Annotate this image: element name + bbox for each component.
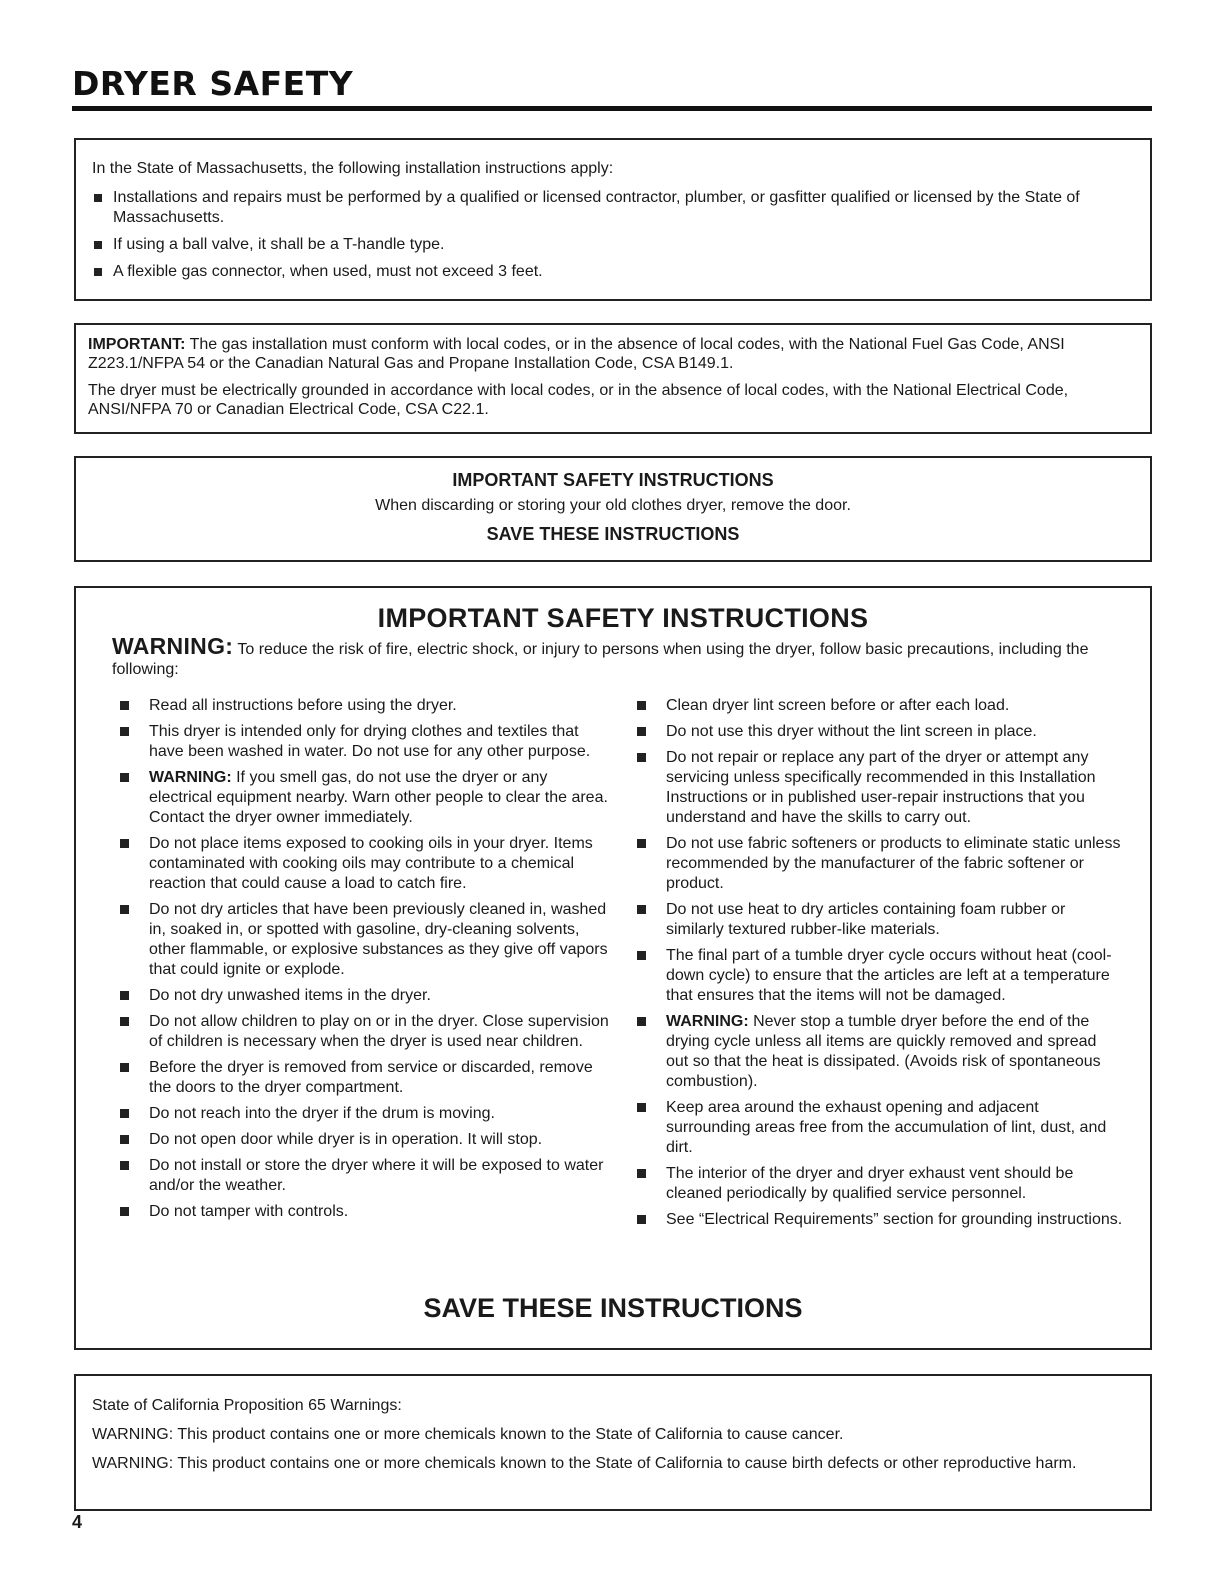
list-item-text: Do not open door while dryer is in operation. It will stop. (149, 1131, 543, 1148)
gas-code-text: The gas installation must conform with local codes, or in the absence of local codes, with the National Fuel Gas Code, ANSI Z223.1/NFPA 54 or the Canadian Natural Gas and Propane Installation Code, CSA B149.1. (88, 336, 1065, 372)
bullet-icon (637, 1103, 646, 1112)
gas-code-paragraph (88, 335, 1136, 373)
list-item (633, 696, 1123, 716)
codes-box (74, 323, 1152, 434)
important-label: IMPORTANT: (88, 336, 186, 353)
list-item-text: Do not dry articles that have been previously cleaned in, washed in, soaked in, or spotted with gasoline, dry-cleaning solvents, other flammable, or explosive substances as they give off vapors that could ignite or explode. (149, 901, 608, 978)
bullet-icon (120, 1135, 129, 1144)
prop65-box (74, 1374, 1152, 1511)
list-item-text: Never stop a tumble dryer before the end of the drying cycle unless all items are quickly removed and spread out so that the heat is dissipated. (Avoids risk of spontaneous combustion). (666, 1013, 1101, 1090)
list-item-text: See “Electrical Requirements” section for grounding instructions. (666, 1211, 1123, 1228)
bullet-icon (120, 991, 129, 1000)
list-item-text: The final part of a tumble dryer cycle occurs without heat (cool-down cycle) to ensure that the articles are left at a temperature that ensures that the items will not be damaged. (666, 947, 1112, 1004)
list-item (116, 1012, 611, 1052)
bullet-icon (637, 951, 646, 960)
massachusetts-box (74, 138, 1152, 301)
list-item (633, 1210, 1123, 1230)
safety-save: SAVE THESE INSTRUCTIONS (423, 1293, 803, 1323)
list-item (116, 696, 611, 716)
list-item (633, 748, 1123, 828)
bullet-icon (120, 1017, 129, 1026)
list-item-text: Before the dryer is removed from service or discarded, remove the doors to the dryer compartment. (149, 1059, 593, 1096)
list-item (116, 986, 611, 1006)
bullet-icon (94, 194, 102, 202)
list-item-text: The interior of the dryer and dryer exhaust vent should be cleaned periodically by qualified service personnel. (666, 1165, 1074, 1202)
list-item (116, 1104, 611, 1124)
list-item-text: Do not place items exposed to cooking oils in your dryer. Items contaminated with cooking oils may contribute to a chemical reaction that could cause a load to catch fire. (149, 835, 593, 892)
list-item-text: Do not use heat to dry articles containing foam rubber or similarly textured rubber-like materials. (666, 901, 1066, 938)
list-item (116, 1156, 611, 1196)
page-title: DRYER SAFETY (72, 64, 354, 103)
prop65-intro: State of California Proposition 65 Warnings: (92, 1397, 402, 1414)
prop65-warning-birth-defects: WARNING: This product contains one or more chemicals known to the State of California to cause birth defects or other reproductive harm. (92, 1455, 1077, 1472)
bullet-icon (120, 1109, 129, 1118)
title-rule (72, 106, 1152, 111)
list-item (633, 900, 1123, 940)
warning-text: To reduce the risk of fire, electric shock, or injury to persons when using the dryer, follow basic precautions, including the following: (112, 641, 1089, 678)
list-item (92, 262, 1134, 282)
list-item-text: Do not use fabric softeners or products to eliminate static unless recommended by the manufacturer of the fabric softener or product. (666, 835, 1121, 892)
warning-lead: WARNING: (149, 769, 232, 786)
prop65-warning-cancer: WARNING: This product contains one or more chemicals known to the State of California to cause cancer. (92, 1426, 844, 1443)
warning-lead: WARNING: (666, 1013, 749, 1030)
page-number: 4 (72, 1512, 83, 1532)
bullet-icon (637, 753, 646, 762)
list-item-text: Do not dry unwashed items in the dryer. (149, 987, 431, 1004)
bullet-icon (637, 905, 646, 914)
warning-intro (112, 633, 1134, 680)
bullet-icon (637, 701, 646, 710)
list-item (92, 235, 1134, 255)
list-item-text: Do not tamper with controls. (149, 1203, 349, 1220)
safety-heading: IMPORTANT SAFETY INSTRUCTIONS (377, 603, 869, 633)
massachusetts-list (92, 188, 1134, 282)
bullet-icon (94, 241, 102, 249)
list-item (116, 834, 611, 894)
list-item (116, 1130, 611, 1150)
list-item (92, 188, 1134, 228)
list-item (116, 1058, 611, 1098)
list-item-text: Do not repair or replace any part of the dryer or attempt any servicing unless specifically recommended in this Installation Instructions or in published user-repair instructions that you understand and have the skills to carry out. (666, 749, 1096, 826)
list-item (633, 834, 1123, 894)
list-item (116, 900, 611, 980)
bullet-icon (120, 701, 129, 710)
bullet-icon (120, 773, 129, 782)
list-item-text: Do not use this dryer without the lint screen in place. (666, 723, 1037, 740)
safety-list-left (116, 696, 611, 1236)
bullet-icon (120, 905, 129, 914)
discard-text: When discarding or storing your old clothes dryer, remove the door. (375, 497, 851, 514)
safety-list-right (633, 696, 1123, 1236)
bullet-icon (637, 1017, 646, 1026)
list-item-text: Do not install or store the dryer where it will be exposed to water and/or the weather. (149, 1157, 604, 1194)
massachusetts-intro: In the State of Massachusetts, the following installation instructions apply: (92, 160, 614, 177)
safety-box (74, 586, 1152, 1350)
list-item (116, 768, 611, 828)
discard-heading: IMPORTANT SAFETY INSTRUCTIONS (452, 470, 774, 490)
bullet-icon (120, 1063, 129, 1072)
bullet-icon (94, 268, 102, 276)
bullet-icon (637, 1215, 646, 1224)
safety-columns (112, 696, 1134, 1236)
list-item (116, 1202, 611, 1222)
list-item-text: If you smell gas, do not use the dryer or any electrical equipment nearby. Warn other people to clear the area. Contact the dryer owner immediately. (149, 769, 608, 826)
list-item-text: Read all instructions before using the dryer. (149, 697, 457, 714)
list-item (633, 1012, 1123, 1092)
bullet-icon (120, 839, 129, 848)
discard-save: SAVE THESE INSTRUCTIONS (486, 524, 740, 544)
bullet-icon (120, 1161, 129, 1170)
list-item-text: Installations and repairs must be performed by a qualified or licensed contractor, plumber, or gasfitter qualified or licensed by the State of Massachusetts. (113, 189, 1080, 226)
warning-label: WARNING: (112, 633, 234, 659)
electrical-code-paragraph: The dryer must be electrically grounded in accordance with local codes, or in the absence of local codes, with the National Electrical Code, ANSI/NFPA 70 or Canadian Electrical Code, CSA C22.1. (88, 382, 1069, 418)
bullet-icon (120, 1207, 129, 1216)
bullet-icon (120, 727, 129, 736)
list-item-text: Keep area around the exhaust opening and adjacent surrounding areas free from the accumulation of lint, dust, and dirt. (666, 1099, 1107, 1156)
list-item (633, 722, 1123, 742)
list-item-text: If using a ball valve, it shall be a T-handle type. (113, 236, 445, 253)
list-item (633, 1164, 1123, 1204)
bullet-icon (637, 839, 646, 848)
list-item (633, 1098, 1123, 1158)
list-item-text: A flexible gas connector, when used, must not exceed 3 feet. (113, 263, 543, 280)
bullet-icon (637, 1169, 646, 1178)
list-item-text: This dryer is intended only for drying clothes and textiles that have been washed in water. Do not use for any other purpose. (149, 723, 591, 760)
list-item-text: Clean dryer lint screen before or after each load. (666, 697, 1010, 714)
list-item (633, 946, 1123, 1006)
bullet-icon (637, 727, 646, 736)
list-item (116, 722, 611, 762)
list-item-text: Do not allow children to play on or in the dryer. Close supervision of children is necessary when the dryer is used near children. (149, 1013, 609, 1050)
list-item-text: Do not reach into the dryer if the drum is moving. (149, 1105, 495, 1122)
discard-box (74, 456, 1152, 562)
